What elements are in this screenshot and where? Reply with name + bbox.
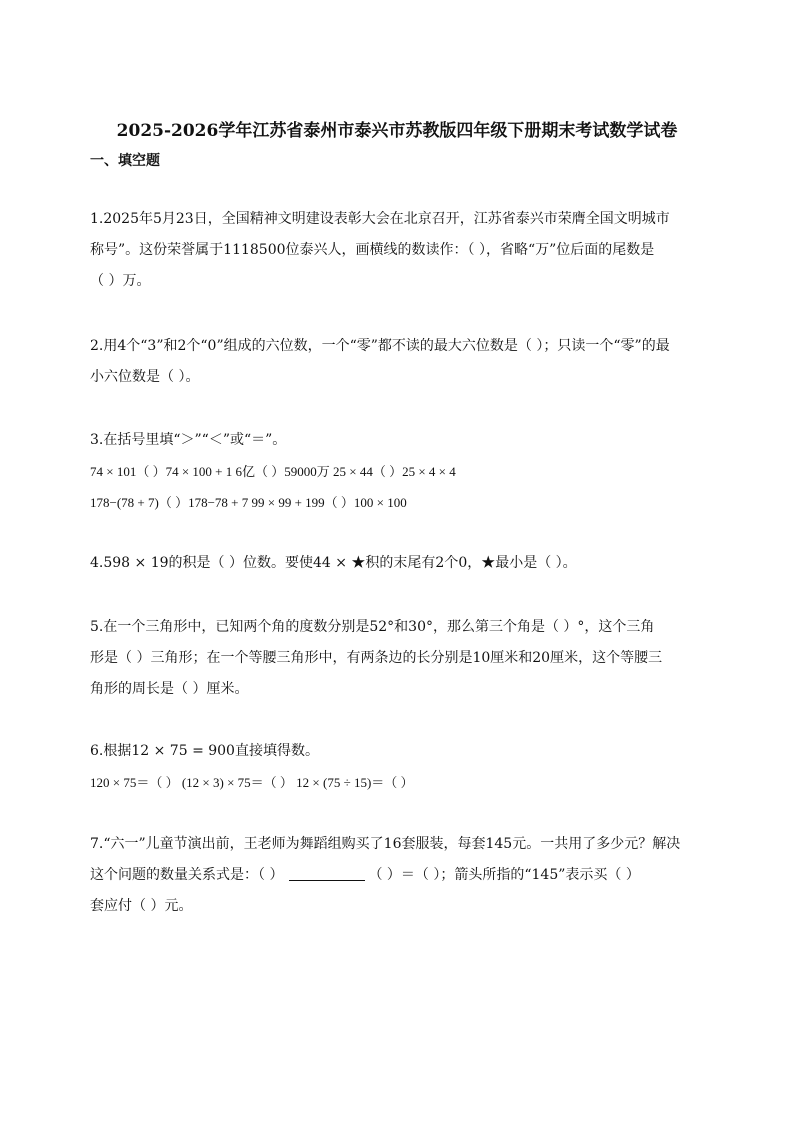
- question-6-line-2: 120 × 75＝（ ） (12 × 3) × 75＝（ ） 12 × (75 ÷ 15)＝（ ）: [90, 775, 414, 790]
- question-3-line-3: 178−(78 + 7)（ ）178−78 + 7 99 × 99 + 199（ ）100 × 100: [90, 495, 407, 510]
- question-2-line-1: 2.用4个“3”和2个“0”组成的六位数，一个“零”都不读的最大六位数是（ ）；只读一个“零”的最: [90, 338, 670, 354]
- question-7-line-2: [90, 860, 710, 891]
- question-1-line-1: 1.2025年5月23日，全国精神文明建设表彰大会在北京召开，江苏省泰兴市荣膺全国文明城市: [90, 211, 670, 227]
- section-heading: 一、填空题: [90, 153, 160, 169]
- question-6: [90, 736, 710, 798]
- question-3-line-1: 3.在括号里填“＞”“＜”或“＝”。: [90, 432, 287, 448]
- question-2-line-2: 小六位数是（ ）。: [90, 369, 200, 385]
- answer-blank-underline: [289, 866, 365, 881]
- question-5-line-1: 5.在一个三角形中，已知两个角的度数分别是52°和30°，那么第三个角是（ ）°，这个三角: [90, 619, 655, 635]
- question-4-line-1: 4.598 × 19的积是（ ）位数。要使44 × ★积的末尾有2个0，★最小是（ ）。: [90, 555, 577, 571]
- question-3: [90, 425, 710, 518]
- question-1: [90, 204, 710, 297]
- question-7-line-1: 7.“六一”儿童节演出前，王老师为舞蹈组购买了16套服装，每套145元。一共用了多少元？解决: [90, 836, 681, 852]
- question-7-line-2-end: （ ）＝（ ）；箭头所指的“145”表示买（ ）: [368, 867, 640, 883]
- question-7: [90, 829, 710, 922]
- question-1-line-2: 称号”。这份荣誉属于1118500位泰兴人，画横线的数读作：（ ），省略“万”位后面的尾数是: [90, 242, 655, 258]
- question-3-line-2: 74 × 101（ ）74 × 100 + 1 6亿（ ）59000万 25 × 44（ ）25 × 4 × 4: [90, 464, 456, 479]
- question-5-line-2: 形是（ ）三角形；在一个等腰三角形中，有两条边的长分别是10厘米和20厘米，这个等腰三: [90, 650, 663, 666]
- page-title: 2025-2026学年江苏省泰州市泰兴市苏教版四年级下册期末考试数学试卷: [116, 121, 678, 141]
- question-7-line-2-start: 这个问题的数量关系式是：（ ）: [90, 867, 284, 883]
- question-1-line-3: （ ）万。: [90, 273, 151, 289]
- question-2: [90, 331, 710, 393]
- question-4: [90, 548, 710, 579]
- question-5: [90, 612, 710, 705]
- question-6-line-1: 6.根据12 × 75 = 900直接填得数。: [90, 743, 319, 759]
- question-7-line-3: 套应付（ ）元。: [90, 898, 193, 914]
- question-5-line-3: 角形的周长是（ ）厘米。: [90, 681, 249, 697]
